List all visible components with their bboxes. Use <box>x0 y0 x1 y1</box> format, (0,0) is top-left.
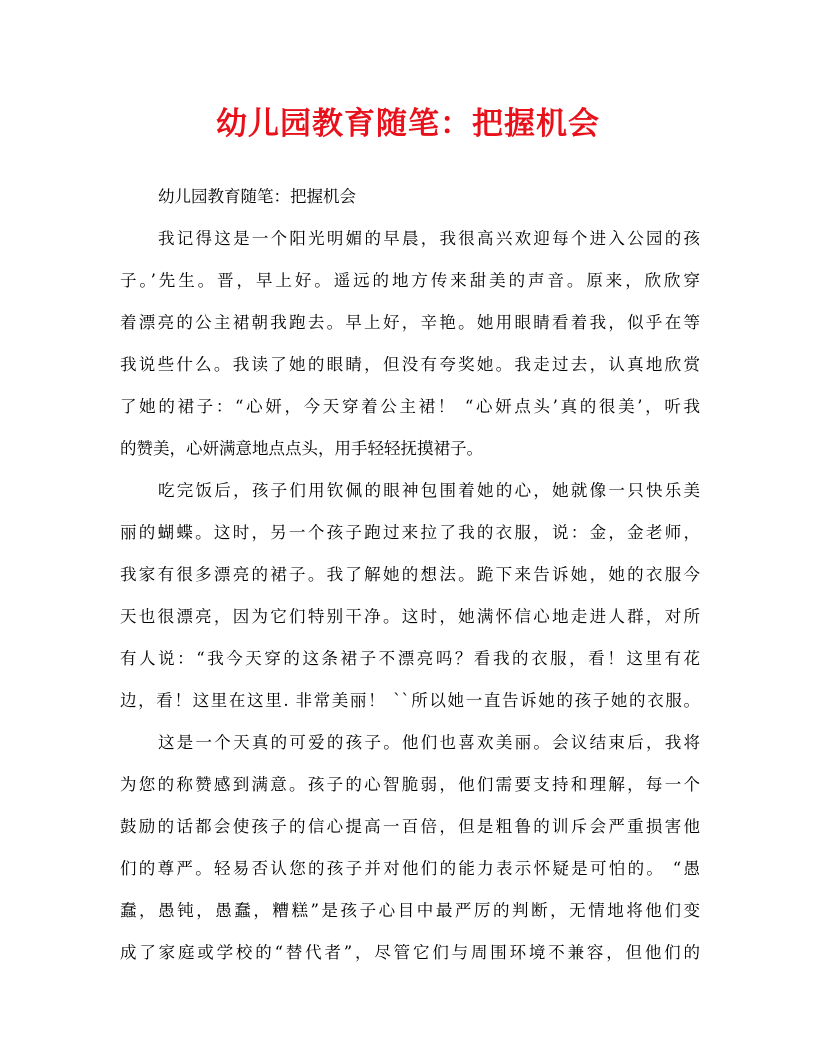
document-title: 幼儿园教育随笔：把握机会 <box>216 106 600 142</box>
text-line: 我记得这是一个阳光明媚的早晨，我很高兴欢迎每个进入公园的孩 <box>158 229 700 248</box>
text-line: 了她的裙子：“心妍，今天穿着公主裙！ “心妍点头’真的很美’，听我 <box>120 397 700 416</box>
text-line: 我说些什么。我读了她的眼睛，但没有夸奖她。我走过去，认真地欣赏 <box>120 355 700 374</box>
text-line: 有人说：“我今天穿的这条裙子不漂亮吗？看我的衣服，看！这里有花 <box>120 649 700 668</box>
text-line: 为您的称赞感到满意。孩子的心智脆弱，他们需要支持和理解，每一个 <box>120 775 700 794</box>
text-line: 们的尊严。轻易否认您的孩子并对他们的能力表示怀疑是可怕的。 “愚 <box>120 859 700 878</box>
text-line: 天也很漂亮，因为它们特别干净。这时，她满怀信心地走进人群，对所 <box>120 607 700 626</box>
text-line: 我家有很多漂亮的裙子。我了解她的想法。跪下来告诉她，她的衣服今 <box>120 565 700 584</box>
document-body <box>120 176 700 974</box>
text-line: 这是一个天真的可爱的孩子。他们也喜欢美丽。会议结束后，我将 <box>158 733 700 752</box>
text-line: 子。’先生。晋，早上好。遥远的地方传来甜美的声音。原来，欣欣穿 <box>120 271 700 290</box>
text-line: 鼓励的话都会使孩子的信心提高一百倍，但是粗鲁的训斥会严重损害他 <box>120 817 700 836</box>
text-line: 成了家庭或学校的“替代者”，尽管它们与周围环境不兼容，但他们的 <box>120 943 700 962</box>
text-line: 蠢，愚钝，愚蠢，糟糕”是孩子心目中最严厉的判断，无情地将他们变 <box>120 901 700 920</box>
text-line: 吃完饭后，孩子们用钦佩的眼神包围着她的心，她就像一只快乐美 <box>158 481 700 500</box>
text-line: 丽的蝴蝶。这时，另一个孩子跑过来拉了我的衣服，说：金，金老师， <box>120 523 700 542</box>
text-line: 着漂亮的公主裙朝我跑去。早上好，辛艳。她用眼睛看着我，似乎在等 <box>120 313 700 332</box>
text-line: 的赞美，心妍满意地点点头，用手轻轻抚摸裙子。 <box>120 439 483 458</box>
text-line: 边，看！这里在这里. 非常美丽！ ``所以她一直告诉她的孩子她的衣服。 <box>120 691 700 710</box>
text-line: 幼儿园教育随笔：把握机会 <box>158 187 356 206</box>
